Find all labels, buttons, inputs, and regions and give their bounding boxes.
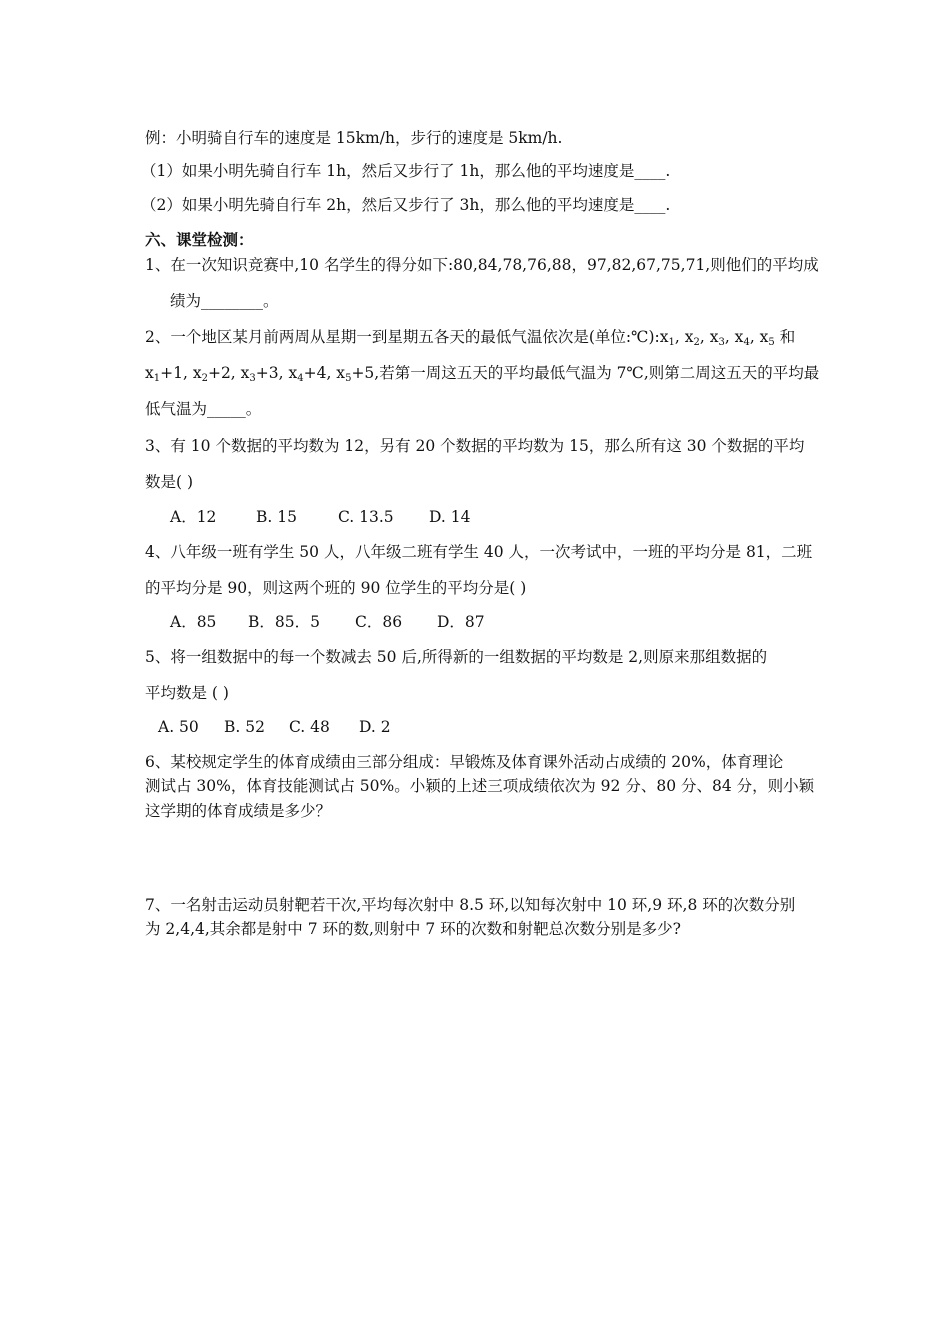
question-2-line-3: 低气温为_____。 — [145, 400, 262, 418]
section-title: 六、课堂检测： — [145, 231, 254, 249]
question-4-line-1: 4、八年级一班有学生 50 人，八年级二班有学生 40 人，一次考试中，一班的平均分是 81，二班 — [145, 543, 813, 561]
question-1-line-2: 绩为________。 — [170, 292, 279, 310]
question-3-line-1: 3、有 10 个数据的平均数为 12，另有 20 个数据的平均数为 15，那么所有这 30 个数据的平均 — [145, 437, 805, 455]
option-b: B. 15 — [256, 508, 297, 526]
question-3-line-2: 数是( ) — [145, 473, 194, 491]
question-7-line-2: 为 2,4,4,其余都是射中 7 环的数,则射中 7 环的次数和射靶总次数分别是多少? — [145, 920, 681, 938]
example-question-1: （1）如果小明先骑自行车 1h，然后又步行了 1h，那么他的平均速度是____. — [141, 162, 671, 180]
option-a: A. 50 — [158, 718, 199, 736]
question-4-line-2: 的平均分是 90，则这两个班的 90 位学生的平均分是( ) — [145, 579, 527, 597]
question-2-line-1: 2、一个地区某月前两周从星期一到星期五各天的最低气温依次是(单位$:℃):x_1$, $x_2$, $x_3$, $x_4$, $x_5$ 和 — [145, 328, 796, 348]
question-5-options — [158, 716, 391, 738]
option-d: D．87 — [437, 613, 485, 631]
question-3-options — [170, 506, 470, 528]
question-2-line-2: $x_1+1$, $x_2+2$, $x_3+3$, $x_4+4$, $x_5+5$,若第一周这五天的平均最低气温为 7℃,则第二周这五天的平均最 — [145, 364, 820, 384]
option-b: B．85．5 — [248, 613, 320, 631]
question-6-line-3: 这学期的体育成绩是多少？ — [145, 802, 332, 820]
question-5-line-2: 平均数是 ( ) — [145, 684, 229, 702]
option-b: B. 52 — [224, 718, 265, 736]
option-d: D. 2 — [359, 718, 391, 736]
question-1-line-1: 1、在一次知识竞赛中,10 名学生的得分如下:80,84,78,76,88，97,82,67,75,71,则他们的平均成 — [145, 256, 819, 274]
option-d: D. 14 — [429, 508, 471, 526]
option-c: C. 13.5 — [338, 508, 394, 526]
question-4-options — [170, 611, 485, 633]
question-5-line-1: 5、将一组数据中的每一个数减去 50 后,所得新的一组数据的平均数是 2,则原来那组数据的 — [145, 648, 768, 666]
example-question-2: （2）如果小明先骑自行车 2h，然后又步行了 3h，那么他的平均速度是____. — [141, 196, 671, 214]
example-intro: 例：小明骑自行车的速度是 15km/h，步行的速度是 5km/h. — [145, 129, 563, 147]
option-c: C．86 — [355, 613, 403, 631]
option-c: C. 48 — [289, 718, 330, 736]
question-6-line-2: 测试占 30%，体育技能测试占 50%。小颖的上述三项成绩依次为 92 分、80 分、84 分，则小颖 — [145, 777, 815, 795]
option-a: A．12 — [170, 508, 217, 526]
question-7-line-1: 7、一名射击运动员射靶若干次,平均每次射中 8.5 环,以知每次射中 10 环,9 环,8 环的次数分别 — [145, 896, 796, 914]
question-6-line-1: 6、某校规定学生的体育成绩由三部分组成：早锻炼及体育课外活动占成绩的 20%，体育理论 — [145, 753, 784, 771]
option-a: A．85 — [170, 613, 217, 631]
